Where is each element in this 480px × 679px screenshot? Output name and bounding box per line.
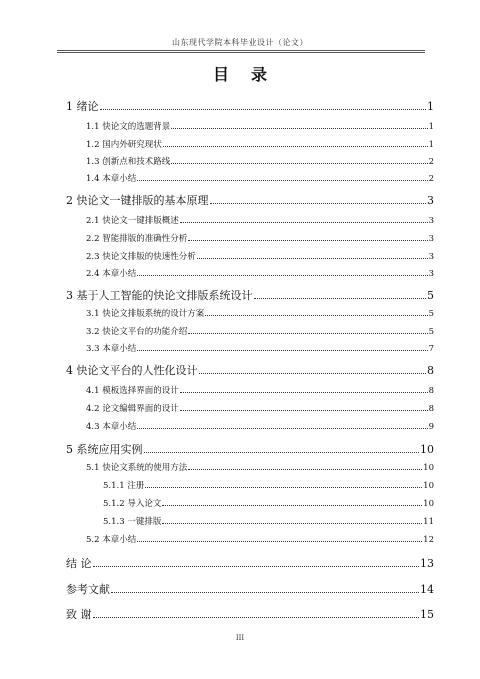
dot-leader (188, 333, 427, 334)
toc-entry[interactable] (86, 379, 434, 395)
toc-entry-title: 3.2 快论文平台的功能介绍 (86, 326, 188, 337)
toc-entry-page: 5 (428, 326, 434, 337)
toc-entry-title: 3 基于人工智能的快论文排版系统设计 (66, 289, 253, 302)
toc-entry[interactable] (66, 553, 434, 569)
toc-entry[interactable] (86, 133, 434, 149)
toc-entry[interactable] (103, 492, 434, 508)
toc-entry-title: 4.1 模板选择界面的设计 (86, 385, 179, 396)
dot-leader (171, 128, 427, 129)
toc-entry-title: 5.1 快论文系统的使用方法 (86, 462, 188, 473)
toc-entry-title: 1.4 本章小结 (86, 173, 137, 184)
dot-leader (162, 523, 422, 524)
dot-leader (171, 163, 427, 164)
toc-entry[interactable] (66, 604, 434, 620)
toc-entry-title: 2.3 快论文排版的快速性分析 (86, 251, 196, 262)
dot-leader (111, 592, 419, 593)
toc-entry-page: 7 (428, 343, 434, 354)
toc-entry-page: 3 (428, 233, 434, 244)
toc-entry[interactable] (86, 227, 434, 243)
dot-leader (180, 392, 428, 393)
toc-entry-title: 5.2 本章小结 (86, 534, 137, 545)
toc-entry[interactable] (86, 320, 434, 336)
toc-entry-title: 参考文献 (66, 583, 110, 596)
toc-entry[interactable] (86, 115, 434, 131)
toc-entry-page: 1 (428, 121, 434, 132)
dot-leader (180, 222, 428, 223)
toc-entry-title: 5.1.3 一键排版 (103, 516, 162, 527)
dot-leader (137, 541, 422, 542)
page-number: III (235, 634, 245, 642)
toc-entry[interactable] (86, 150, 434, 166)
toc-entry-page: 8 (428, 403, 434, 414)
toc-entry-page: 8 (427, 364, 434, 377)
toc-entry-title: 结 论 (66, 557, 92, 570)
dot-leader (188, 240, 427, 241)
toc-entry-page: 3 (428, 215, 434, 226)
toc-entry[interactable] (66, 360, 434, 376)
dot-leader (137, 275, 427, 276)
toc-entry[interactable] (103, 474, 434, 490)
toc-entry-page: 1 (427, 100, 434, 113)
toc-entry-title: 1.1 快论文的选题背景 (86, 121, 171, 132)
header-rule (57, 50, 425, 53)
dot-leader (144, 452, 420, 453)
dot-leader (137, 428, 427, 429)
toc-entry-title: 5 系统应用实例 (66, 443, 143, 456)
toc-entry-title: 4.3 本章小结 (86, 421, 137, 432)
toc-entry-title: 5.1.2 导入论文 (103, 498, 162, 509)
dot-leader (197, 258, 428, 259)
toc-entry[interactable] (86, 456, 434, 472)
toc-entry-page: 9 (428, 421, 434, 432)
toc-entry-title: 2.2 智能排版的准确性分析 (86, 233, 188, 244)
toc-entry[interactable] (86, 209, 434, 225)
toc-entry-page: 2 (428, 156, 434, 167)
toc-entry-title: 1 绪论 (66, 100, 99, 113)
toc-entry[interactable] (86, 245, 434, 261)
toc-entry-page: 1 (428, 139, 434, 150)
toc-entry[interactable] (86, 262, 434, 278)
toc-entry[interactable] (66, 190, 434, 206)
toc-entry-page: 10 (423, 462, 434, 473)
dot-leader (137, 350, 427, 351)
toc-entry-page: 3 (428, 268, 434, 279)
toc-entry[interactable] (66, 96, 434, 112)
toc-entry-page: 15 (420, 608, 434, 621)
toc-entry-page: 10 (420, 443, 434, 456)
dot-leader (254, 298, 427, 299)
toc-entry-page: 10 (423, 498, 434, 509)
toc-entry[interactable] (86, 167, 434, 183)
dot-leader (199, 373, 427, 374)
toc-entry-page: 2 (428, 173, 434, 184)
dot-leader (205, 315, 427, 316)
toc-entry-title: 2.1 快论文一键排版概述 (86, 215, 179, 226)
toc-entry-page: 5 (427, 289, 434, 302)
toc-entry-page: 5 (428, 308, 434, 319)
toc-entry[interactable] (66, 579, 434, 595)
toc-entry[interactable] (86, 302, 434, 318)
toc-entry[interactable] (66, 285, 434, 301)
toc-entry-title: 4.2 论文编辑界面的设计 (86, 403, 179, 414)
dot-leader (188, 469, 422, 470)
toc-entry-title: 1.2 国内外研究现状 (86, 139, 162, 150)
dot-leader (210, 203, 427, 204)
toc-entry-page: 3 (428, 251, 434, 262)
toc-entry-page: 10 (423, 480, 434, 491)
toc-entry-page: 13 (420, 557, 434, 570)
dot-leader (163, 146, 428, 147)
toc-entry[interactable] (66, 439, 434, 455)
toc-title: 目录 (212, 65, 289, 84)
toc-entry[interactable] (103, 510, 434, 526)
toc-entry-title: 致 谢 (66, 608, 92, 621)
toc-entry-page: 3 (427, 194, 434, 207)
toc-entry-page: 11 (423, 516, 434, 527)
toc-entry-title: 4 快论文平台的人性化设计 (66, 364, 198, 377)
toc-entry[interactable] (86, 337, 434, 353)
dot-leader (162, 505, 422, 506)
toc-entry[interactable] (86, 528, 434, 544)
toc-entry-title: 2 快论文一键排版的基本原理 (66, 194, 209, 207)
toc-entry-title: 1.3 创新点和技术路线 (86, 156, 171, 167)
dot-leader (137, 180, 427, 181)
dot-leader (180, 410, 428, 411)
dot-leader (145, 487, 422, 488)
toc-entry-title: 2.4 本章小结 (86, 268, 137, 279)
toc-entry-title: 3.1 快论文排版系统的设计方案 (86, 308, 205, 319)
toc-entry-page: 12 (423, 534, 434, 545)
dot-leader (93, 566, 420, 567)
toc-entry-page: 14 (420, 583, 434, 596)
toc-entry-title: 3.3 本章小结 (86, 343, 137, 354)
dot-leader (100, 109, 427, 110)
toc-entry[interactable] (86, 415, 434, 431)
running-header: 山东现代学院本科毕业设计（论文） (172, 38, 308, 47)
dot-leader (93, 617, 420, 618)
toc-entry-title: 5.1.1 注册 (103, 480, 145, 491)
toc-entry-page: 8 (428, 385, 434, 396)
toc-entry[interactable] (86, 397, 434, 413)
